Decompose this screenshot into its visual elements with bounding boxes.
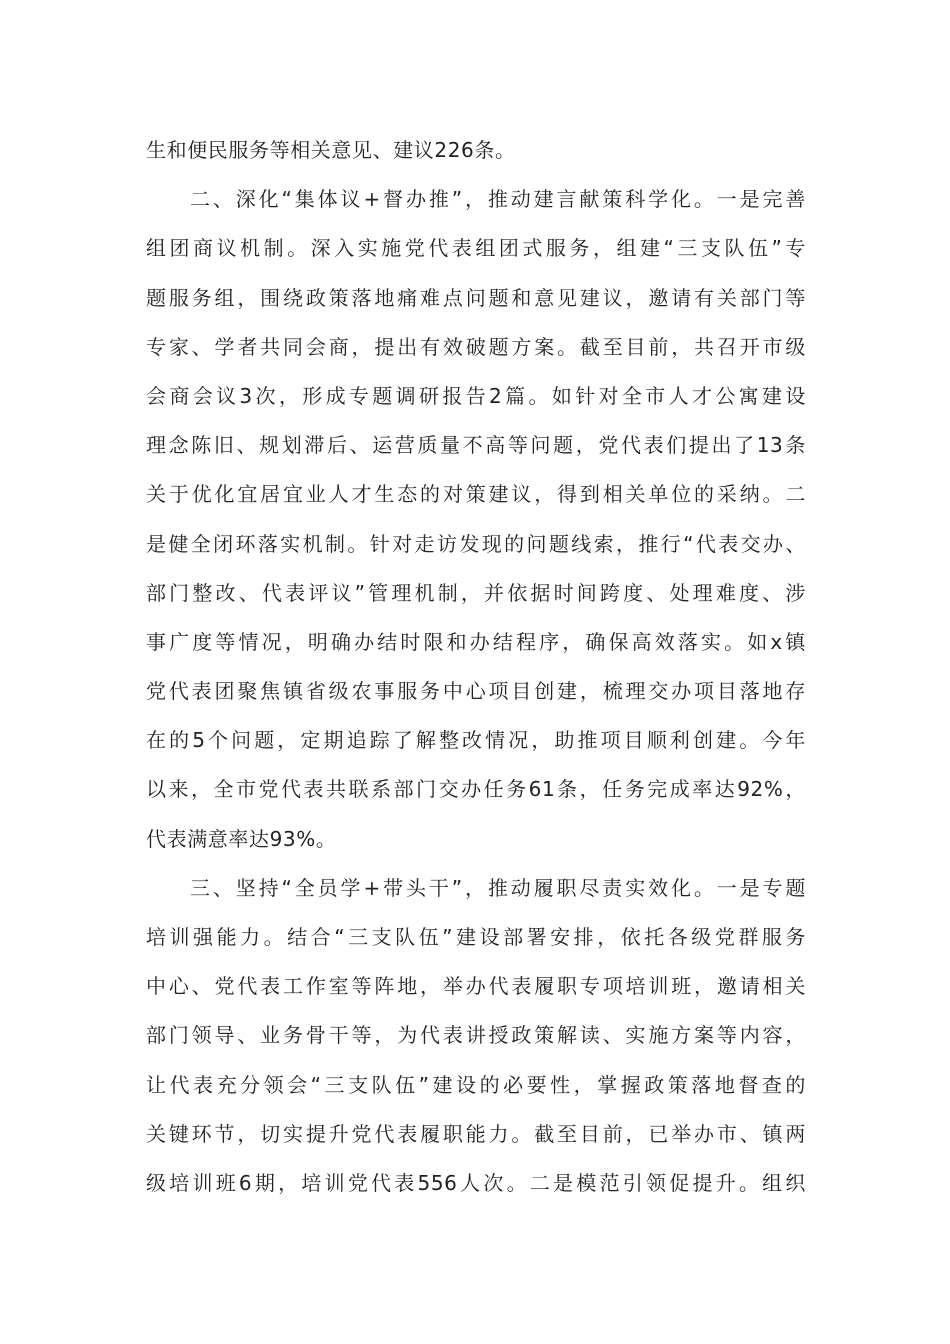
text-line: 中心、党代表工作室等阵地，举办代表履职专项培训班，邀请相关	[146, 974, 806, 999]
text-line: 让代表充分领会“三支队伍”建设的必要性，掌握政策落地督查的	[146, 1072, 806, 1097]
paragraph-start-line: 三、坚持“全员学+带头干”，推动履职尽责实效化。一是专题	[190, 875, 806, 900]
text-line: 党代表团聚焦镇省级农事服务中心项目创建，梳理交办项目落地存	[146, 679, 806, 704]
body-text	[146, 126, 806, 1208]
text-line: 部门领导、业务骨干等，为代表讲授政策解读、实施方案等内容，	[146, 1023, 806, 1048]
text-line: 关于优化宜居宜业人才生态的对策建议，得到相关单位的采纳。二	[146, 482, 806, 507]
text-line: 关键环节，切实提升党代表履职能力。截至目前，已举办市、镇两	[146, 1121, 806, 1146]
text-line: 组团商议机制。深入实施党代表组团式服务，组建“三支队伍”专	[146, 236, 806, 261]
text-line: 理念陈旧、规划滞后、运营质量不高等问题，党代表们提出了13条	[146, 433, 806, 458]
text-line: 级培训班6期，培训党代表556人次。二是模范引领促提升。组织	[146, 1170, 806, 1195]
text-line: 培训强能力。结合“三支队伍”建设部署安排，依托各级党群服务	[146, 925, 806, 949]
text-line: 题服务组，围绕政策落地痛难点问题和意见建议，邀请有关部门等	[146, 285, 806, 310]
text-line: 会商会议3次，形成专题调研报告2篇。如针对全市人才公寓建设	[146, 383, 806, 408]
text-line: 以来，全市党代表共联系部门交办任务61条，任务完成率达92%，	[146, 777, 806, 802]
text-line: 是健全闭环落实机制。针对走访发现的问题线索，推行“代表交办、	[146, 531, 806, 556]
text-line: 部门整改、代表评议”管理机制，并依据时间跨度、处理难度、涉	[146, 580, 806, 605]
paragraph-start-line: 二、深化“集体议+督办推”，推动建言献策科学化。一是完善	[190, 187, 806, 212]
text-line: 事广度等情况，明确办结时限和办结程序，确保高效落实。如x镇	[146, 629, 806, 654]
text-line: 在的5个问题，定期追踪了解整改情况，助推项目顺利创建。今年	[146, 728, 806, 753]
text-line: 专家、学者共同会商，提出有效破题方案。截至目前，共召开市级	[146, 334, 806, 359]
text-line: 代表满意率达93%。	[146, 826, 337, 851]
text-line: 生和便民服务等相关意见、建议226条。	[146, 138, 516, 162]
